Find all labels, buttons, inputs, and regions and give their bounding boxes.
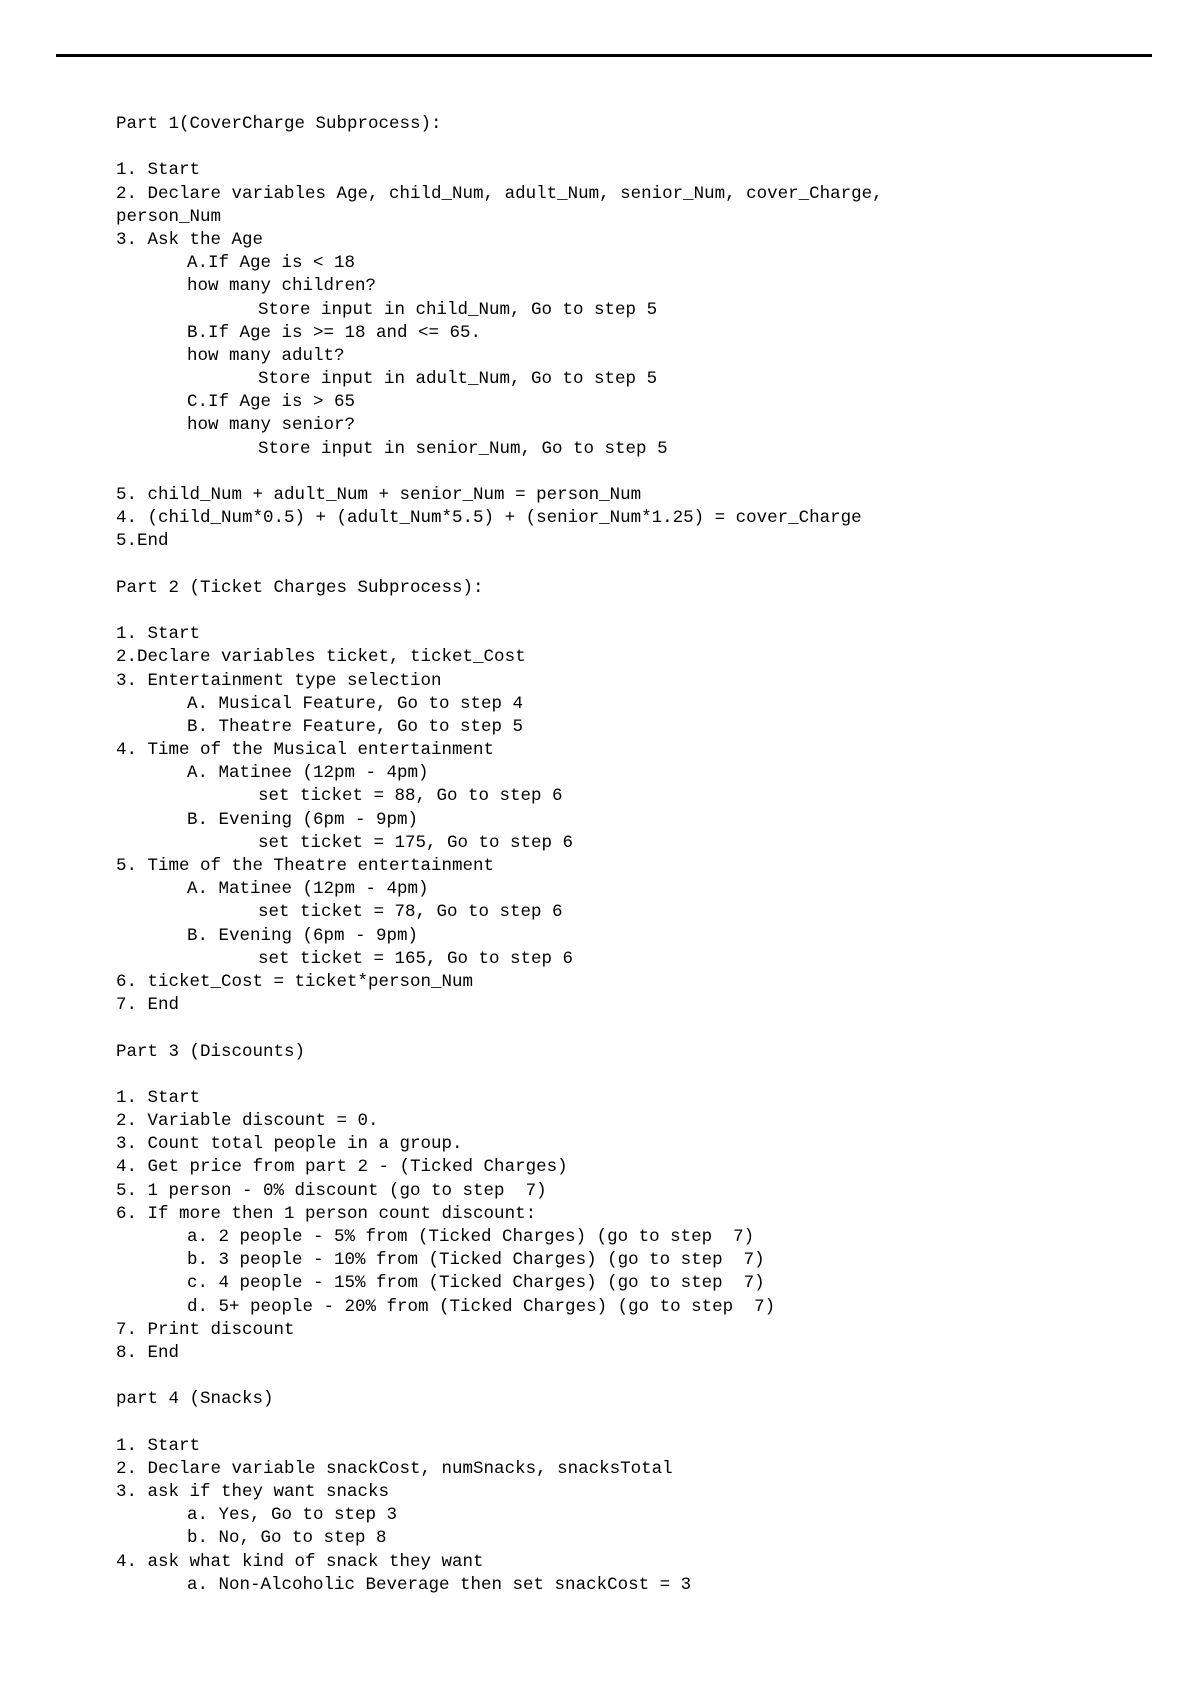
part2-line: 3. Entertainment type selection [116, 670, 442, 691]
part2-line: A. Matinee (12pm - 4pm) [187, 763, 429, 784]
part4-heading: part 4 (Snacks) [116, 1389, 274, 1410]
top-rule [56, 54, 1152, 57]
part1-line: B.If Age is >= 18 and <= 65. [187, 322, 482, 343]
part4-line: 2. Declare variable snackCost, numSnacks, snacksTotal [116, 1458, 673, 1479]
part4-line: a. Yes, Go to step 3 [187, 1505, 398, 1526]
part3-line: d. 5+ people - 20% from (Ticked Charges) (go to step 7) [187, 1296, 776, 1317]
part2-line: set ticket = 88, Go to step 6 [258, 786, 563, 807]
part1-line: 5. child_Num + adult_Num + senior_Num = person_Num [116, 485, 642, 505]
part1-heading: Part 1(CoverCharge Subprocess): [116, 114, 442, 134]
part2-heading: Part 2 (Ticket Charges Subprocess): [116, 577, 484, 598]
part1-line: 3. Ask the Age [116, 229, 264, 250]
part3-line: 2. Variable discount = 0. [116, 1111, 379, 1132]
part3-line: c. 4 people - 15% from (Ticked Charges) (go to step 7) [187, 1273, 765, 1294]
part3-heading: Part 3 (Discounts) [116, 1041, 306, 1062]
part3-line: 6. If more then 1 person count discount: [116, 1203, 537, 1224]
part3-line: 5. 1 person - 0% discount (go to step 7) [116, 1180, 547, 1201]
part1-line: 4. (child_Num*0.5) + (adult_Num*5.5) + (senior_Num*1.25) = cover_Charge [116, 508, 862, 529]
spacer [116, 461, 1176, 484]
part2-line: set ticket = 165, Go to step 6 [258, 948, 574, 969]
part2-line: 1. Start [116, 624, 201, 645]
part1-line: Store input in adult_Num, Go to step 5 [258, 369, 658, 390]
spacer [116, 136, 1176, 159]
part3-line: b. 3 people - 10% from (Ticked Charges) (go to step 7) [187, 1250, 765, 1271]
part3-line: a. 2 people - 5% from (Ticked Charges) (go to step 7) [187, 1227, 755, 1247]
part1-line: Store input in senior_Num, Go to step 5 [258, 438, 668, 459]
spacer [116, 554, 1176, 577]
part4-line: a. Non-Alcoholic Beverage then set snackCost = 3 [187, 1574, 692, 1595]
part1-line: 5.End [116, 531, 169, 552]
part2-line: 4. Time of the Musical entertainment [116, 740, 495, 761]
part3-line: 7. Print discount [116, 1319, 295, 1340]
part1-line: person_Num [116, 206, 222, 227]
part2-line: A. Musical Feature, Go to step 4 [187, 693, 524, 714]
spacer [116, 1017, 1176, 1040]
part2-line: A. Matinee (12pm - 4pm) [187, 879, 429, 900]
part1-line: C.If Age is > 65 [187, 392, 356, 413]
spacer [116, 1412, 1176, 1435]
part2-line: 5. Time of the Theatre entertainment [116, 856, 495, 876]
part2-line: 7. End [116, 995, 180, 1016]
part2-line: 2.Declare variables ticket, ticket_Cost [116, 647, 526, 668]
part4-line: 4. ask what kind of snack they want [116, 1551, 484, 1572]
part3-line: 1. Start [116, 1087, 201, 1108]
part4-line: 3. ask if they want snacks [116, 1482, 390, 1503]
part2-line: set ticket = 175, Go to step 6 [258, 832, 574, 853]
part2-line: set ticket = 78, Go to step 6 [258, 902, 563, 923]
part1-line: how many senior? [187, 415, 356, 436]
part1-line: Store input in child_Num, Go to step 5 [258, 299, 658, 320]
part2-line: B. Theatre Feature, Go to step 5 [187, 716, 524, 737]
document-body [116, 113, 1176, 1597]
part3-line: 3. Count total people in a group. [116, 1134, 463, 1155]
part2-line: 6. ticket_Cost = ticket*person_Num [116, 971, 474, 992]
part4-line: b. No, Go to step 8 [187, 1528, 387, 1549]
spacer [116, 1064, 1176, 1087]
part2-line: B. Evening (6pm - 9pm) [187, 809, 419, 830]
part1-line: how many adult? [187, 345, 345, 366]
part1-line: 1. Start [116, 160, 201, 181]
part3-line: 8. End [116, 1342, 180, 1363]
part1-line: how many children? [187, 276, 377, 297]
part4-line: 1. Start [116, 1435, 201, 1456]
part3-line: 4. Get price from part 2 - (Ticked Charges) [116, 1157, 568, 1178]
part1-line: A.If Age is < 18 [187, 253, 356, 274]
part1-line: 2. Declare variables Age, child_Num, adult_Num, senior_Num, cover_Charge, [116, 183, 883, 204]
spacer [116, 1365, 1176, 1388]
part2-line: B. Evening (6pm - 9pm) [187, 925, 419, 946]
spacer [116, 600, 1176, 623]
